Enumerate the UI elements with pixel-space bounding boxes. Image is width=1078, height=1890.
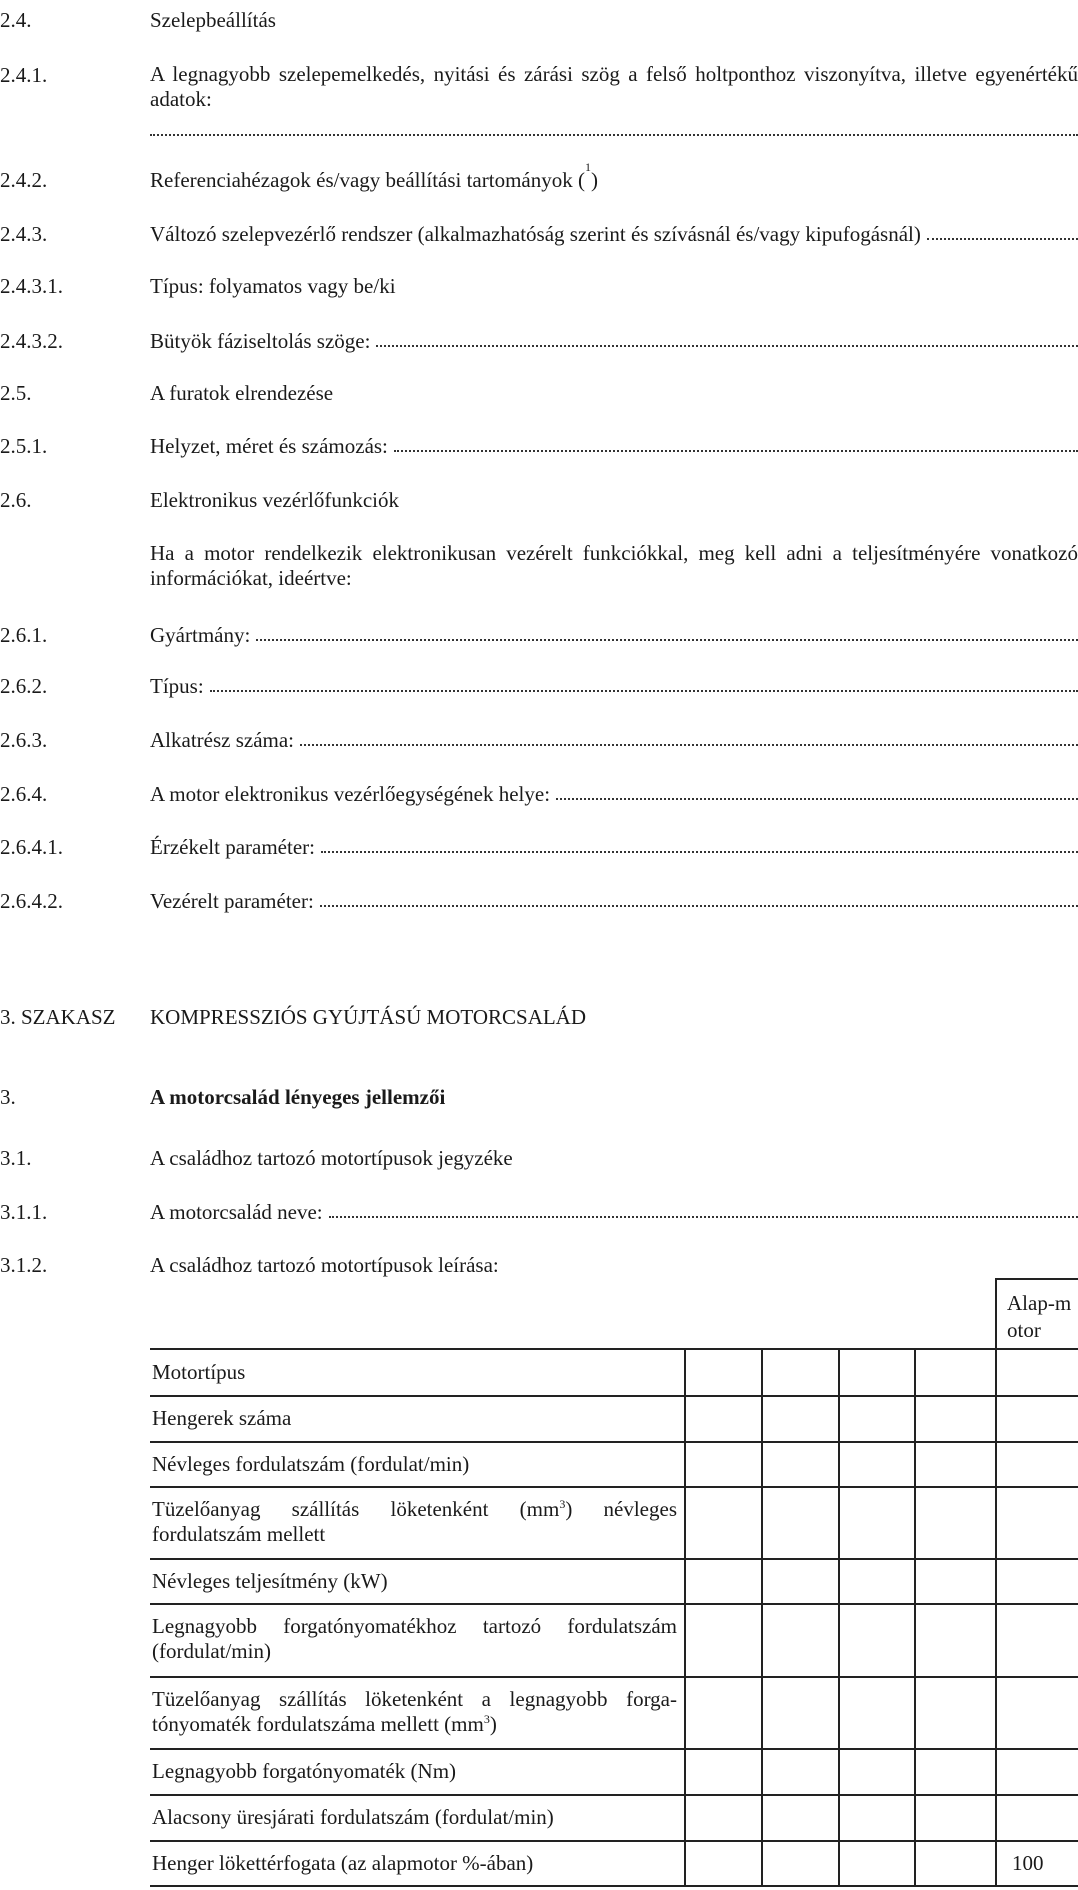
- item-text: Típus:: [150, 674, 204, 698]
- fill-in-leader[interactable]: [300, 727, 1078, 746]
- item-text: A furatok elrendezése: [150, 381, 334, 405]
- item-text: Alkatrész száma:: [150, 728, 295, 752]
- section-3: [0, 1084, 1078, 1110]
- item-number: 2.6.4.1.: [0, 835, 63, 859]
- section-2-6-3: [0, 727, 1078, 753]
- fill-in-leader[interactable]: [150, 134, 1078, 136]
- table-rule: [150, 1885, 1078, 1887]
- table-rule: [150, 1486, 1078, 1488]
- item-number: 2.4.1.: [0, 63, 48, 87]
- table-column-rule: [838, 1348, 840, 1887]
- section-2-6-4: [0, 781, 1078, 807]
- item-text: Típus: folyamatos vagy be/ki: [150, 274, 396, 298]
- item-number: 2.6.4.2.: [0, 889, 63, 913]
- table-column-rule: [995, 1348, 997, 1887]
- table-row-label: Legnagyobb forgatónyomatékhoz tartozó fordulatszám (fordulat/min): [152, 1614, 677, 1663]
- superscript: 3: [559, 1497, 566, 1511]
- fill-in-leader[interactable]: [376, 328, 1078, 347]
- table-rule: [150, 1395, 1078, 1397]
- fill-in-leader[interactable]: [321, 834, 1078, 853]
- table-row-label: Henger lökettérfogata (az alapmotor %-ában): [152, 1851, 534, 1875]
- table-column-rule: [761, 1348, 763, 1887]
- table-row-label: Hengerek száma: [152, 1406, 292, 1430]
- section-2-4: [0, 7, 1078, 33]
- item-number: 2.4.3.1.: [0, 274, 63, 298]
- table-rule: [150, 1748, 1078, 1750]
- item-number: 2.4.3.: [0, 222, 48, 246]
- section-2-6-4-1: [0, 834, 1078, 860]
- item-text: A családhoz tartozó motortípusok leírása:: [150, 1253, 499, 1277]
- table-row-label: Alacsony üresjárati fordulatszám (fordulat/min): [152, 1805, 554, 1829]
- label-main: Tüzelőanyag szállítás löketenként a legnagyobb forga-tónyomaték fordulatszáma mellett (mm: [152, 1687, 677, 1736]
- label-after: ) névleges fordulatszám mellett: [152, 1497, 677, 1546]
- fill-in-leader[interactable]: [927, 221, 1078, 240]
- item-text: Szelepbeállítás: [150, 8, 276, 32]
- item-heading: A motorcsalád lényeges jellemzői: [150, 1085, 446, 1109]
- item-text: Helyzet, méret és számozás:: [150, 434, 388, 458]
- item-number: 2.4.: [0, 8, 32, 32]
- item-text: A motorcsalád neve:: [150, 1200, 323, 1224]
- item-number: 2.4.3.2.: [0, 329, 63, 353]
- section-2-6-2: [0, 673, 1078, 699]
- section-2-4-3-2: [0, 328, 1078, 354]
- section-2-4-3: [0, 221, 1078, 247]
- table-row-label: Névleges fordulatszám (fordulat/min): [152, 1452, 470, 1476]
- item-number: 3.: [0, 1085, 16, 1109]
- section-2-6: [0, 487, 1078, 513]
- table-rule: [150, 1676, 1078, 1678]
- table-rule: [150, 1794, 1078, 1796]
- table-row-label: [152, 1497, 677, 1547]
- item-text: Vezérelt paraméter:: [150, 889, 314, 913]
- item-number: 2.5.: [0, 381, 32, 405]
- item-number: 2.4.2.: [0, 168, 48, 192]
- fill-in-leader[interactable]: [394, 433, 1078, 452]
- fill-in-leader[interactable]: [210, 673, 1078, 692]
- base-engine-header: Alap-motor: [1007, 1291, 1072, 1342]
- section-3-1-2: [0, 1252, 1078, 1278]
- table-row-label: Névleges teljesítmény (kW): [152, 1569, 388, 1593]
- item-text: A legnagyobb szelepemelkedés, nyitási és zárási szög a felső holtponthoz viszonyítva, illetve egyenértékű adatok:: [150, 62, 1078, 111]
- item-text-main: Referenciahézagok és/vagy beállítási tartományok (: [150, 168, 585, 192]
- base-engine-header-cell: [995, 1278, 1078, 1349]
- table-row-label: Motortípus: [152, 1360, 246, 1384]
- footnote-ref[interactable]: 1: [584, 160, 591, 174]
- table-rule: [150, 1348, 1078, 1350]
- table-column-rule: [684, 1348, 686, 1887]
- fill-in-leader[interactable]: [329, 1199, 1078, 1218]
- item-number: 2.6.: [0, 488, 32, 512]
- section-2-5: [0, 380, 1078, 406]
- section-2-6-1: [0, 622, 1078, 648]
- section-title: KOMPRESSZIÓS GYÚJTÁSÚ MOTORCSALÁD: [150, 1005, 587, 1029]
- section-3-1-1: [0, 1199, 1078, 1225]
- item-number: 2.6.3.: [0, 728, 48, 752]
- item-number: 2.6.1.: [0, 623, 48, 647]
- fill-in-leader[interactable]: [556, 781, 1078, 800]
- base-engine-displacement-value[interactable]: 100: [1012, 1851, 1044, 1875]
- item-text: [150, 160, 1078, 193]
- fill-in-leader[interactable]: [256, 622, 1078, 641]
- table-column-rule: [914, 1348, 916, 1887]
- item-number: 3.1.2.: [0, 1253, 48, 1277]
- table-rule: [150, 1441, 1078, 1443]
- section-2-4-2: [0, 160, 1078, 193]
- table-rule: [150, 1603, 1078, 1605]
- superscript: 3: [483, 1712, 490, 1726]
- section-2-6-4-2: [0, 888, 1078, 914]
- item-text: Elektronikus vezérlőfunkciók: [150, 488, 400, 512]
- section-label: 3. SZAKASZ: [0, 1005, 116, 1029]
- table-rule: [150, 1558, 1078, 1560]
- item-text: Változó szelepvezérlő rendszer (alkalmazhatóság szerint és szívásnál és/vagy kipufogásnál): [150, 222, 921, 246]
- label-after: ): [489, 1712, 497, 1736]
- paragraph-electronic-functions: Ha a motor rendelkezik elektronikusan vezérelt funkciókkal, meg kell adni a teljesítményére vonatkozó információkat, ideértve:: [150, 541, 1078, 590]
- table-row-label: [152, 1687, 677, 1737]
- item-number: 2.6.4.: [0, 782, 48, 806]
- item-number: 3.1.1.: [0, 1200, 48, 1224]
- fill-in-leader[interactable]: [320, 888, 1078, 907]
- table-rule: [150, 1840, 1078, 1842]
- item-number: 2.5.1.: [0, 434, 48, 458]
- item-text: Érzékelt paraméter:: [150, 835, 315, 859]
- item-text: A családhoz tartozó motortípusok jegyzéke: [150, 1146, 513, 1170]
- item-text: Gyártmány:: [150, 623, 251, 647]
- section-2-4-3-1: [0, 273, 1078, 299]
- item-number: 3.1.: [0, 1146, 32, 1170]
- item-text: A motor elektronikus vezérlőegységének helye:: [150, 782, 551, 806]
- section-2-5-1: [0, 433, 1078, 459]
- section-3-1: [0, 1145, 1078, 1171]
- item-number: 2.6.2.: [0, 674, 48, 698]
- item-text: Bütyök fáziseltolás szöge:: [150, 329, 371, 353]
- label-main: Tüzelőanyag szállítás löketenként (mm: [152, 1497, 560, 1521]
- table-row-label: Legnagyobb forgatónyomaték (Nm): [152, 1759, 457, 1783]
- item-text-after: ): [590, 168, 598, 192]
- section-3-heading: [0, 1004, 1078, 1030]
